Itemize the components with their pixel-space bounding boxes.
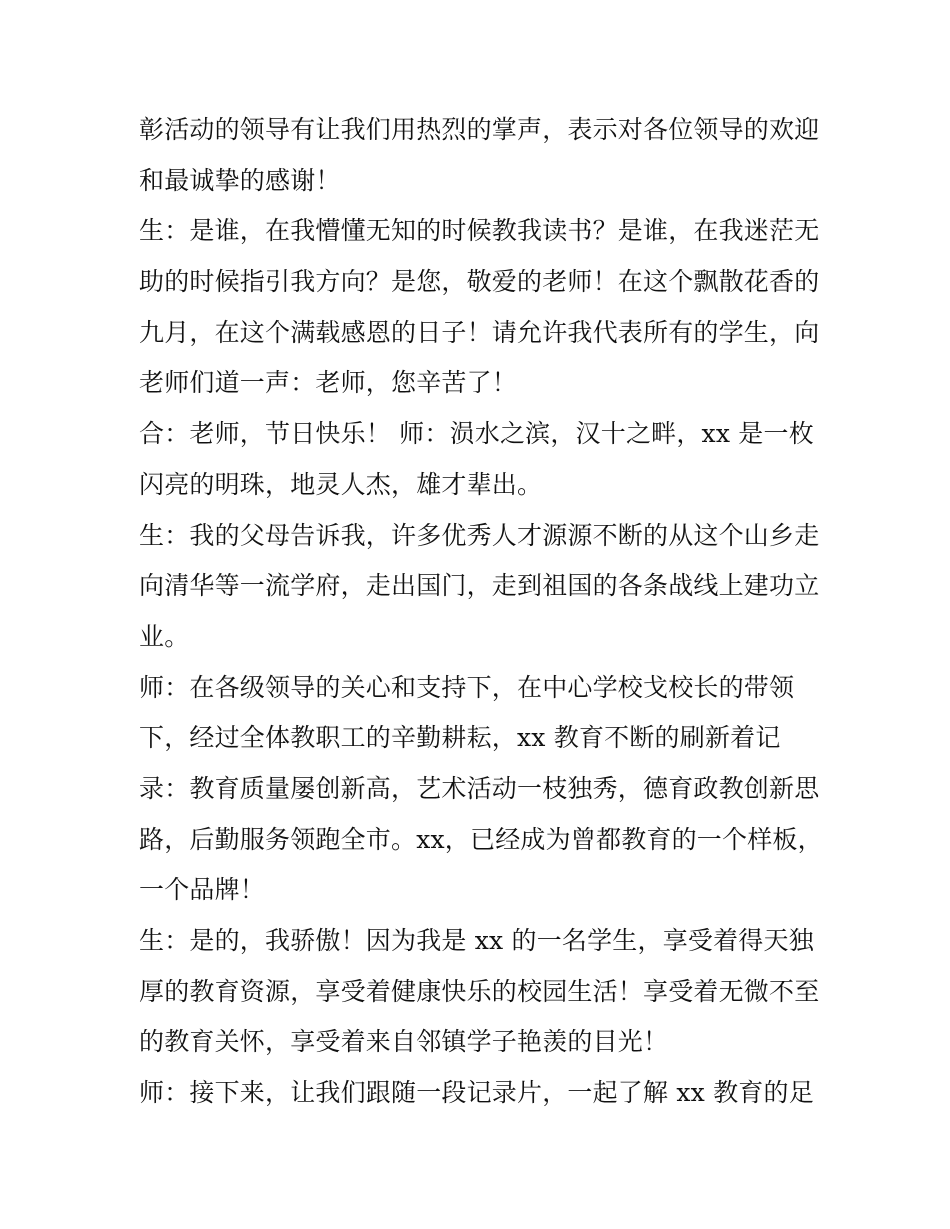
- text-line: 的教育关怀，享受着来自邻镇学子艳羡的目光！: [139, 1027, 669, 1057]
- text-line: 助的时候指引我方向？是您，敬爱的老师！在这个飘散花香的: [139, 267, 820, 297]
- text-line: 生：是谁，在我懵懂无知的时候教我读书？是谁，在我迷茫无: [139, 216, 820, 246]
- text-line: 闪亮的明珠，地灵人杰，雄才辈出。: [139, 469, 543, 499]
- text-line: 下，经过全体教职工的辛勤耕耘，xx 教育不断的刷新着记: [139, 723, 781, 753]
- text-line: 厚的教育资源，享受着健康快乐的校园生活！享受着无微不至: [139, 976, 820, 1006]
- text-line: 生：是的，我骄傲！因为我是 xx 的一名学生，享受着得天独: [139, 926, 814, 955]
- text-line: 录：教育质量屡创新高，艺术活动一枝独秀，德育政教创新思: [139, 773, 820, 803]
- text-line: 彰活动的领导有让我们用热烈的掌声，表示对各位领导的欢迎: [139, 115, 820, 144]
- text-line: 向清华等一流学府，走出国门，走到祖国的各条战线上建功立: [139, 571, 820, 601]
- text-line: 一个品牌！: [139, 875, 266, 905]
- text-line: 和最诚挚的感谢！: [139, 165, 341, 195]
- text-line: 师：在各级领导的关心和支持下，在中心学校戈校长的带领: [139, 672, 795, 702]
- text-line: 九月，在这个满载感恩的日子！请允许我代表所有的学生，向: [139, 317, 820, 347]
- text-line: 合：老师，节日快乐！ 师：涢水之滨，汉十之畔，xx 是一枚: [139, 419, 814, 449]
- text-line: 路，后勤服务领跑全市。xx，已经成为曾都教育的一个样板，: [139, 824, 823, 854]
- document-body: [139, 105, 823, 1119]
- text-line: 师：接下来，让我们跟随一段记录片，一起了解 xx 教育的足: [139, 1078, 814, 1108]
- text-line: 老师们道一声：老师，您辛苦了！: [139, 368, 518, 398]
- text-line: 生：我的父母告诉我，许多优秀人才源源不断的从这个山乡走: [139, 520, 820, 550]
- text-line: 业。: [139, 621, 190, 651]
